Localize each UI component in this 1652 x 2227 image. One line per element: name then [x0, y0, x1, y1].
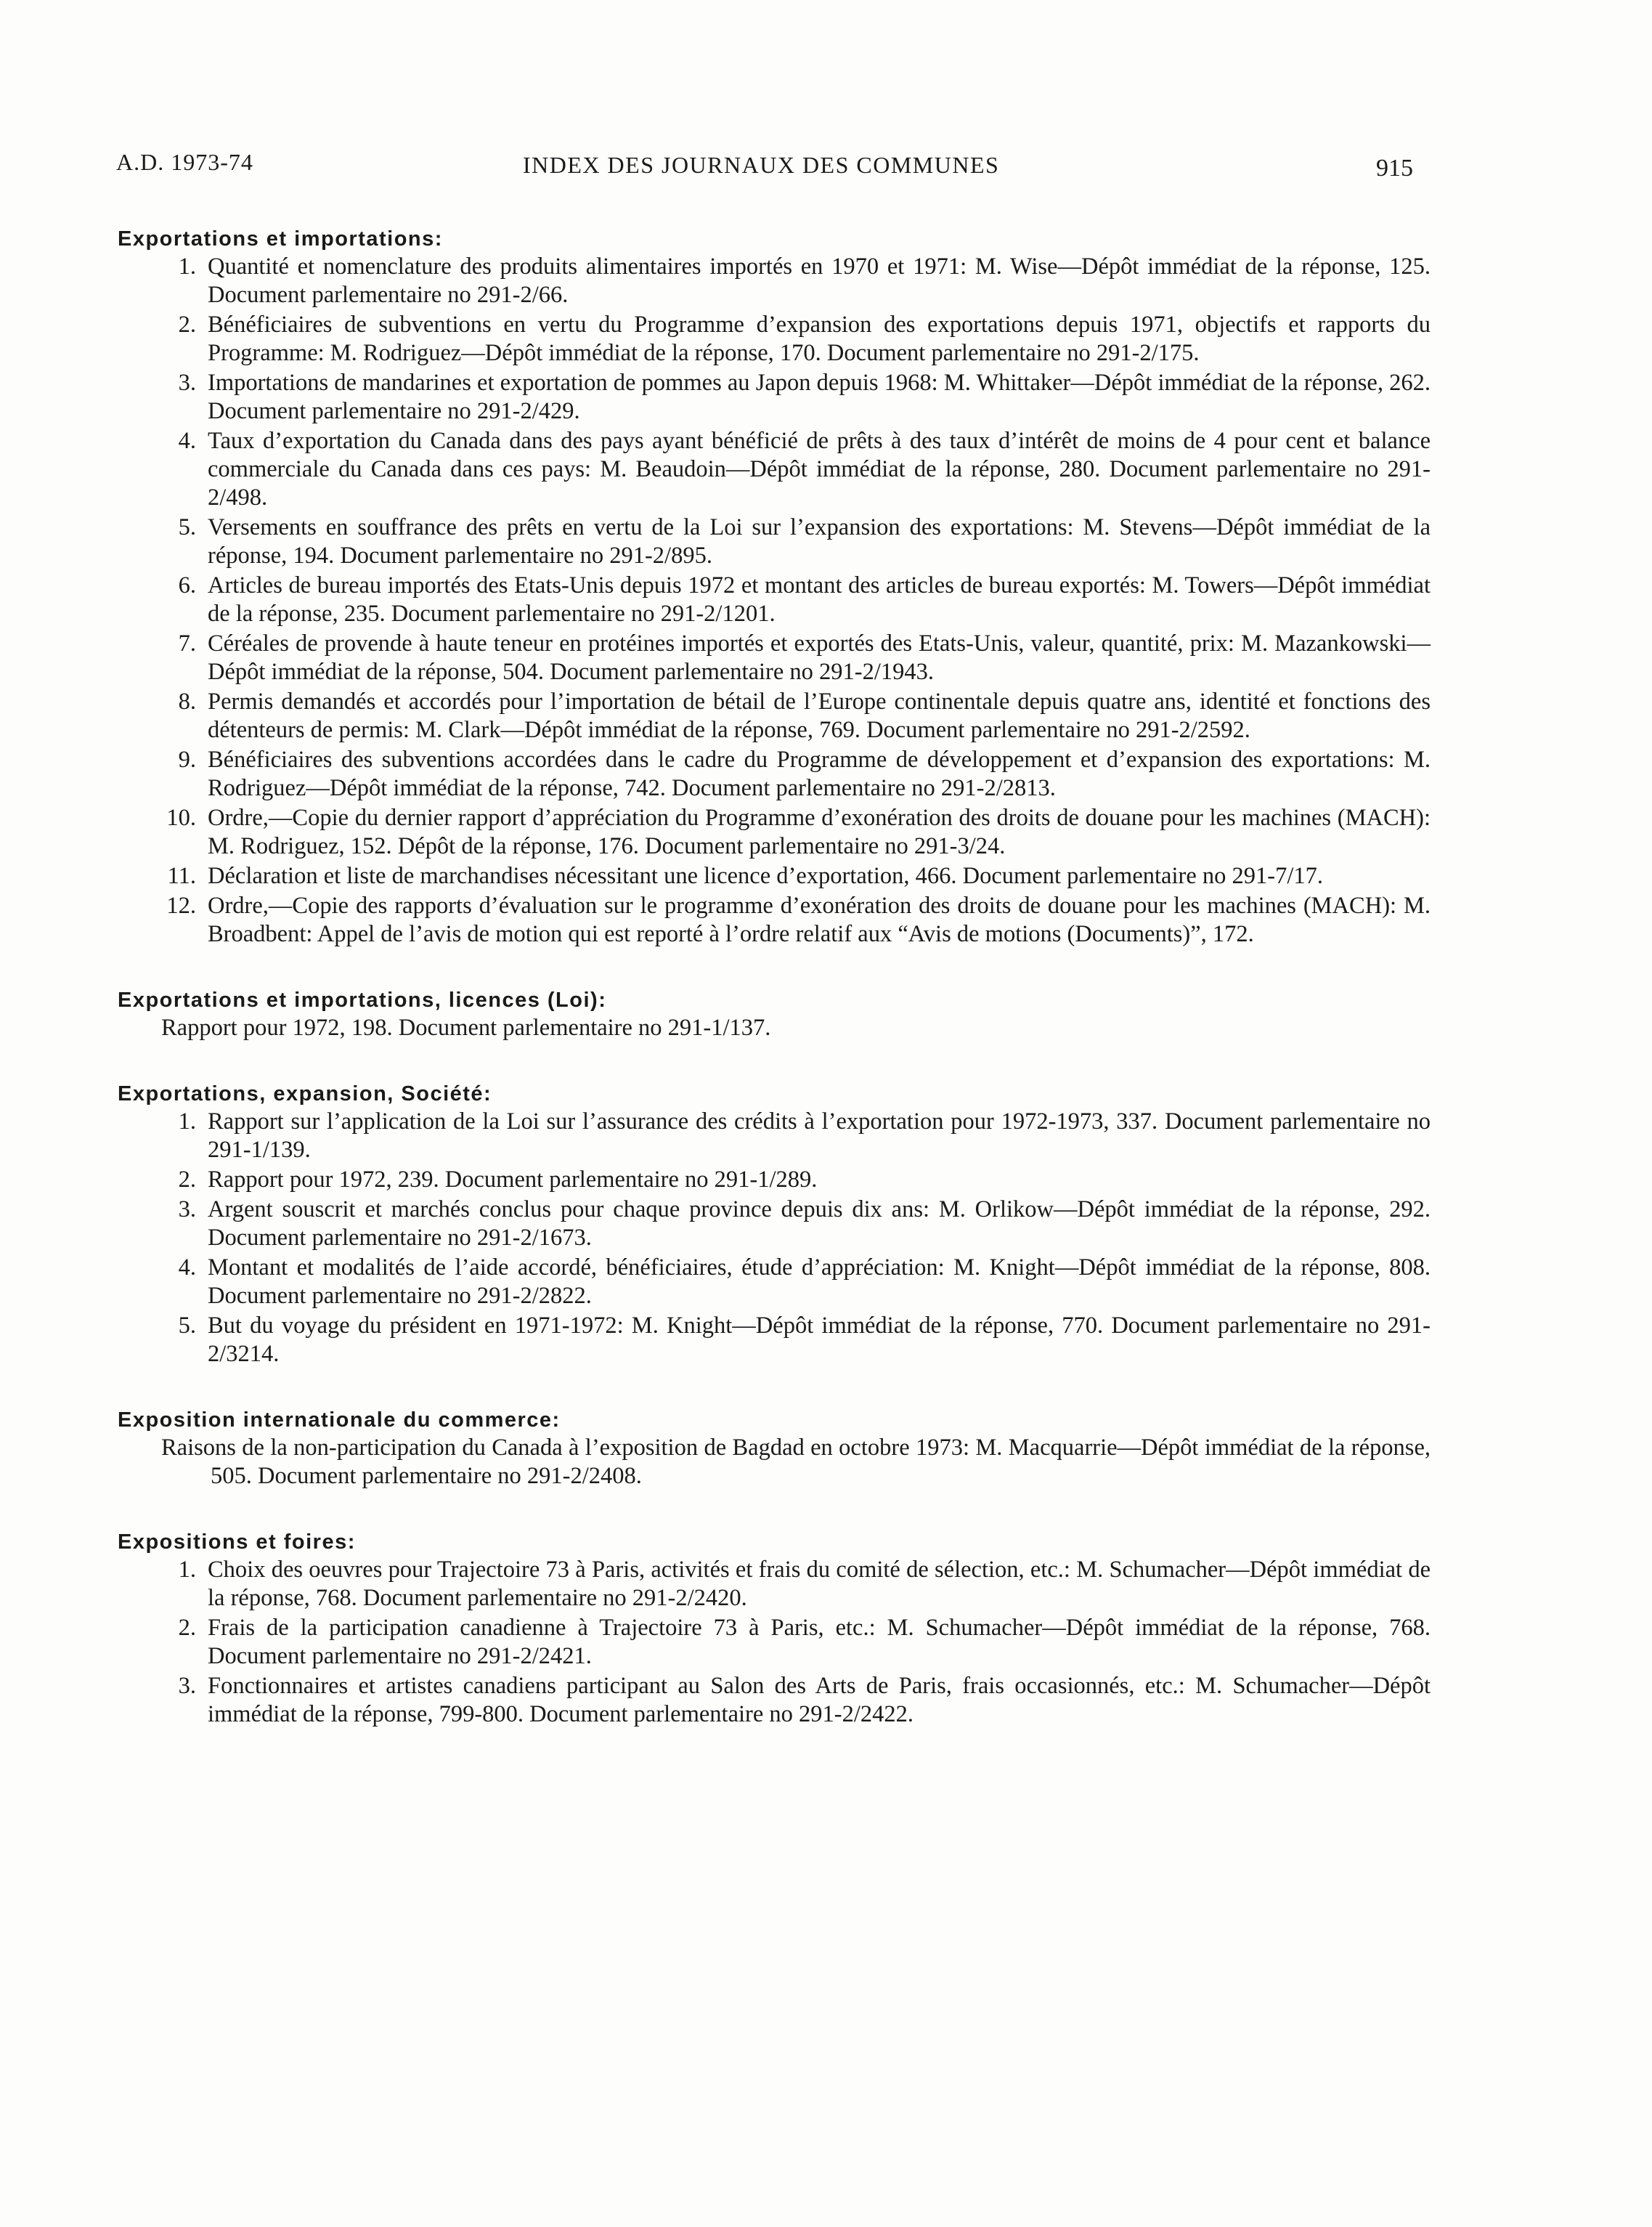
entry-number: 1.: [178, 1557, 196, 1583]
index-entry: [109, 1312, 1431, 1368]
entry-list: [109, 1108, 1431, 1368]
entry-text: Ordre,—Copie des rapports d’évaluation sur le programme d’exonération des droits de douane pour les machines (MACH): M. Broadbent: Appel de l’avis de motion qui est reporté à l’ordre relatif aux “Avis de motions (Documents)”, 172.: [208, 893, 1431, 947]
index-entry: Rapport pour 1972, 198. Document parlementaire no 291-1/137.: [161, 1015, 771, 1041]
index-section: [109, 1528, 1431, 1729]
index-entry: [109, 1556, 1431, 1613]
entry-number: 2.: [178, 1167, 196, 1193]
section-heading: Exportations, expansion, Société:: [118, 1082, 492, 1106]
entry-number: 4.: [178, 1254, 196, 1281]
entry-text: Rapport pour 1972, 239. Document parlementaire no 291-1/289.: [208, 1167, 818, 1193]
index-entry: [109, 427, 1431, 512]
index-section: [109, 986, 1431, 1042]
entry-number: 2.: [178, 312, 196, 338]
entry-text: Versements en souffrance des prêts en vertu de la Loi sur l’expansion des exportations: M. Stevens—Dépôt immédiat de la réponse, 194. Document parlementaire no 291-2/895.: [208, 514, 1431, 569]
entry-text: Bénéficiaires des subventions accordées dans le cadre du Programme de développement et d’expansion des exportations: M. Rodriguez—Dépôt immédiat de la réponse, 742. Document parlementaire no 291-2/2813.: [208, 747, 1431, 801]
index-entry: [109, 630, 1431, 686]
section-heading: Expositions et foires:: [118, 1530, 356, 1554]
entry-number: 3.: [178, 1673, 196, 1699]
index-section: [109, 1406, 1431, 1490]
entry-text: But du voyage du président en 1971-1972: M. Knight—Dépôt immédiat de la réponse, 770. Document parlementaire no 291-2/3214.: [208, 1313, 1431, 1367]
entry-text: Fonctionnaires et artistes canadiens participant au Salon des Arts de Paris, frais occasionnés, etc.: M. Schumacher—Dépôt immédiat de la réponse, 799-800. Document parlementaire no 291-2/2422.: [208, 1673, 1431, 1727]
index-section: [109, 1080, 1431, 1368]
index-entry: [109, 311, 1431, 368]
section-heading: Exportations et importations:: [118, 227, 443, 251]
entry-text: Articles de bureau importés des Etats-Unis depuis 1972 et montant des articles de bureau exportés: M. Towers—Dépôt immédiat de la réponse, 235. Document parlementaire no 291-2/1201.: [208, 572, 1431, 627]
header-title: INDEX DES JOURNAUX DES COMMUNES: [523, 152, 1000, 178]
index-entry: [109, 746, 1431, 803]
entry-number: 1.: [178, 1108, 196, 1135]
entry-number: 4.: [178, 428, 196, 454]
index-entry: [109, 1614, 1431, 1671]
header-year: A.D. 1973-74: [116, 149, 253, 175]
index-entry: [109, 1108, 1431, 1164]
index-section: [109, 225, 1431, 949]
running-header: [0, 149, 1652, 185]
index-entry: [109, 253, 1431, 309]
section-heading: Exposition internationale du commerce:: [118, 1408, 561, 1432]
entry-number: 6.: [178, 572, 196, 599]
entry-number: 9.: [178, 747, 196, 773]
entry-text: Bénéficiaires de subventions en vertu du Programme d’expansion des exportations depuis 1971, objectifs et rapports du Programme: M. Rodriguez—Dépôt immédiat de la réponse, 170. Document parlementaire no 291-2/175.: [208, 312, 1431, 366]
index-entry: [109, 369, 1431, 426]
entry-number: 1.: [178, 253, 196, 280]
index-entry: [109, 572, 1431, 628]
index-entry: [109, 862, 1431, 891]
entry-number: 3.: [178, 370, 196, 396]
entry-text: Quantité et nomenclature des produits alimentaires importés en 1970 et 1971: M. Wise—Dépôt immédiat de la réponse, 125. Document parlementaire no 291-2/66.: [208, 253, 1431, 308]
entry-list: [109, 1014, 1431, 1042]
entry-text: Frais de la participation canadienne à Trajectoire 73 à Paris, etc.: M. Schumacher—Dépôt immédiat de la réponse, 768. Document parlementaire no 291-2/2421.: [208, 1615, 1431, 1669]
entry-text: Importations de mandarines et exportation de pommes au Japon depuis 1968: M. Whittaker—Dépôt immédiat de la réponse, 262. Document parlementaire no 291-2/429.: [208, 370, 1431, 424]
entry-number: 7.: [178, 630, 196, 657]
index-entry: [109, 688, 1431, 745]
entry-text: Argent souscrit et marchés conclus pour chaque province depuis dix ans: M. Orlikow—Dépôt immédiat de la réponse, 292. Document parlementaire no 291-2/1673.: [208, 1196, 1431, 1251]
entry-text: Choix des oeuvres pour Trajectoire 73 à Paris, activités et frais du comité de sélection, etc.: M. Schumacher—Dépôt immédiat de la réponse, 768. Document parlementaire no 291-2/2420.: [208, 1557, 1431, 1611]
entry-text: Permis demandés et accordés pour l’importation de bétail de l’Europe continentale depuis quatre ans, identité et fonctions des détenteurs de permis: M. Clark—Dépôt immédiat de la réponse, 769. Document parlementaire no 291-2/2592.: [208, 689, 1431, 743]
index-entry: [109, 1196, 1431, 1252]
entry-number: 12.: [166, 893, 196, 919]
entry-text: Ordre,—Copie du dernier rapport d’appréciation du Programme d’exonération des droits de douane pour les machines (MACH): M. Rodriguez, 152. Dépôt de la réponse, 176. Document parlementaire no 291-3/24.: [208, 805, 1431, 859]
entry-text: Rapport sur l’application de la Loi sur l’assurance des crédits à l’exportation pour 1972-1973, 337. Document parlementaire no 291-1/139.: [208, 1108, 1431, 1163]
entry-number: 8.: [178, 689, 196, 715]
entry-number: 11.: [167, 863, 196, 889]
entry-number: 2.: [178, 1615, 196, 1641]
section-heading: Exportations et importations, licences (Loi):: [118, 989, 607, 1012]
index-entry: [109, 1672, 1431, 1729]
entry-text: Montant et modalités de l’aide accordé, bénéficiaires, étude d’appréciation: M. Knight—Dépôt immédiat de la réponse, 808. Document parlementaire no 291-2/2822.: [208, 1254, 1431, 1309]
entry-number: 5.: [178, 514, 196, 540]
entry-list: [109, 253, 1431, 949]
entry-number: 3.: [178, 1196, 196, 1222]
entry-number: 5.: [178, 1313, 196, 1339]
entry-text: Taux d’exportation du Canada dans des pays ayant bénéficié de prêts à des taux d’intérêt de moins de 4 pour cent et balance commerciale du Canada dans ces pays: M. Beaudoin—Dépôt immédiat de la réponse, 280. Document parlementaire no 291-2/498.: [208, 428, 1431, 511]
index-entry: [109, 804, 1431, 861]
entry-number: 10.: [166, 805, 196, 831]
index-body: [109, 225, 1431, 1766]
entry-text: Déclaration et liste de marchandises nécessitant une licence d’exportation, 466. Document parlementaire no 291-7/17.: [208, 863, 1323, 889]
entry-list: [109, 1556, 1431, 1729]
index-entry: [109, 514, 1431, 570]
page-number: 915: [1376, 155, 1413, 182]
entry-text: Céréales de provende à haute teneur en protéines importés et exportés des Etats-Unis, valeur, quantité, prix: M. Mazankowski—Dépôt immédiat de la réponse, 504. Document parlementaire no 291-2/1943.: [208, 630, 1431, 685]
index-entry: [109, 1254, 1431, 1310]
index-entry: [109, 892, 1431, 949]
entry-list: [109, 1434, 1431, 1490]
index-entry: Raisons de la non-participation du Canada à l’exposition de Bagdad en octobre 1973: M. Macquarrie—Dépôt immédiat de la réponse, 505. Document parlementaire no 291-2/2408.: [161, 1435, 1431, 1489]
index-entry: [109, 1166, 1431, 1194]
